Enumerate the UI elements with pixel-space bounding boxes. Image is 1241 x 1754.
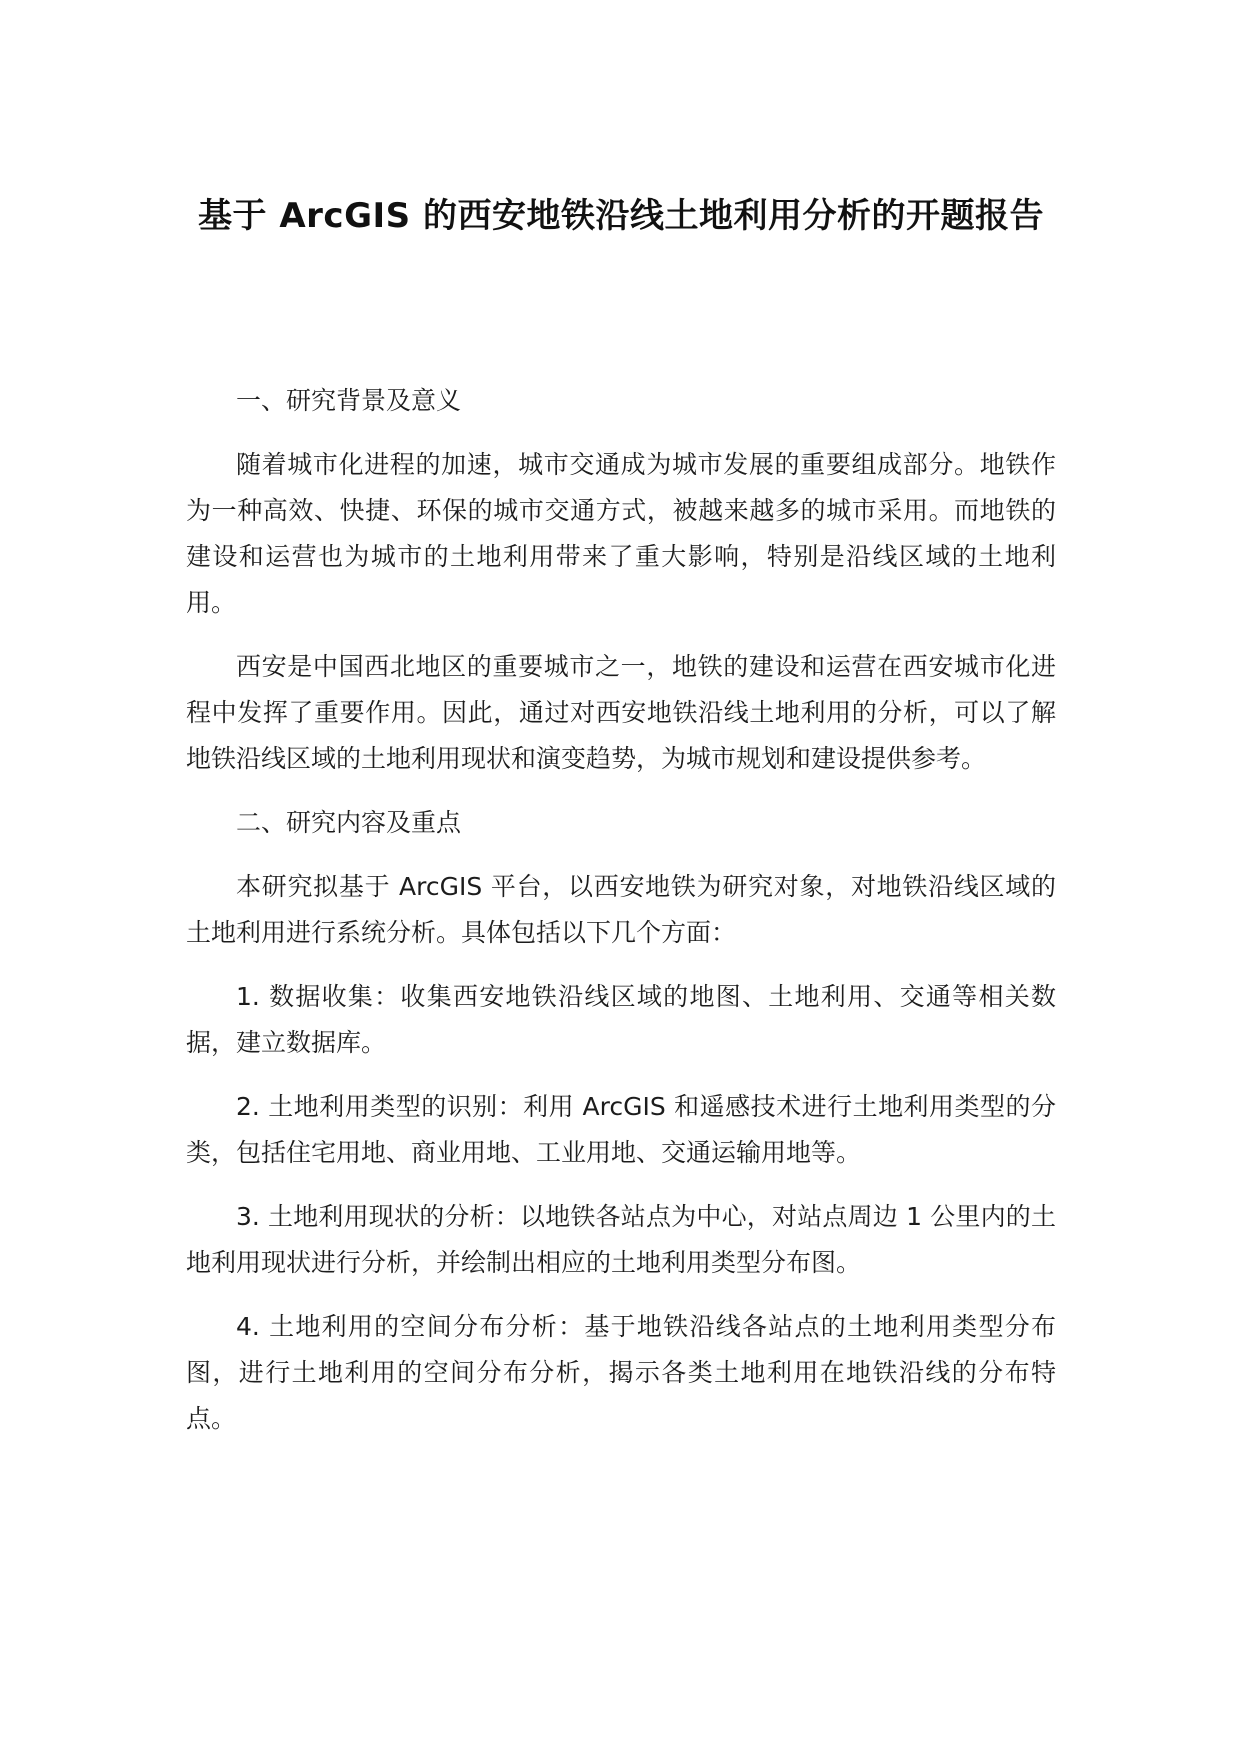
list-item-data-collection: 1. 数据收集：收集西安地铁沿线区域的地图、土地利用、交通等相关数据，建立数据库。 — [186, 982, 1056, 1057]
document-body — [186, 378, 1056, 1460]
paragraph-content-intro: 本研究拟基于 ArcGIS 平台，以西安地铁为研究对象，对地铁沿线区域的土地利用进行系统分析。具体包括以下几个方面： — [186, 872, 1056, 947]
list-item-land-use-classification: 2. 土地利用类型的识别：利用 ArcGIS 和遥感技术进行土地利用类型的分类，包括住宅用地、商业用地、工业用地、交通运输用地等。 — [186, 1092, 1056, 1167]
paragraph-background-2: 西安是中国西北地区的重要城市之一，地铁的建设和运营在西安城市化进程中发挥了重要作用。因此，通过对西安地铁沿线土地利用的分析，可以了解地铁沿线区域的土地利用现状和演变趋势，为城市规划和建设提供参考。 — [186, 652, 1056, 773]
list-item-land-use-status: 3. 土地利用现状的分析：以地铁各站点为中心，对站点周边 1 公里内的土地利用现状进行分析，并绘制出相应的土地利用类型分布图。 — [186, 1202, 1056, 1277]
list-item-spatial-distribution: 4. 土地利用的空间分布分析：基于地铁沿线各站点的土地利用类型分布图，进行土地利用的空间分布分析，揭示各类土地利用在地铁沿线的分布特点。 — [186, 1312, 1056, 1433]
document-title: 基于 ArcGIS 的西安地铁沿线土地利用分析的开题报告 — [198, 196, 1044, 236]
section-heading-content: 二、研究内容及重点 — [236, 808, 462, 837]
paragraph-background-1: 随着城市化进程的加速，城市交通成为城市发展的重要组成部分。地铁作为一种高效、快捷、环保的城市交通方式，被越来越多的城市采用。而地铁的建设和运营也为城市的土地利用带来了重大影响，特别是沿线区域的土地利用。 — [186, 450, 1056, 617]
section-heading-background: 一、研究背景及意义 — [236, 386, 462, 415]
